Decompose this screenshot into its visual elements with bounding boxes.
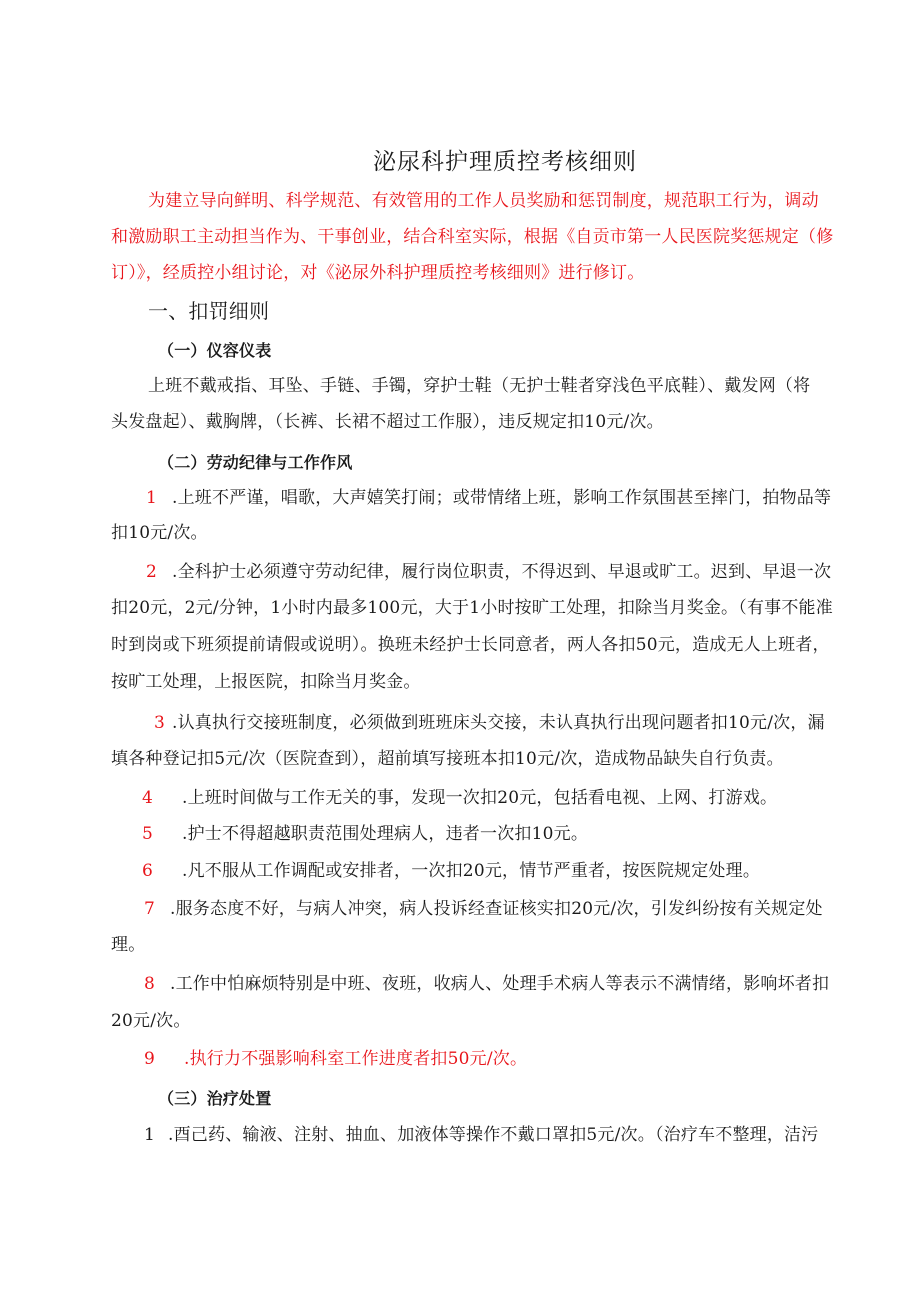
discipline-item-7-line-1: 7 .服务态度不好，与病人冲突，病人投诉经查证核实扣20元/次，引发纠纷按有关规定处 bbox=[144, 899, 823, 919]
appearance-line-1: 上班不戴戒指、耳坠、手链、手镯，穿护士鞋（无护士鞋者穿浅色平底鞋）、戴发网（将 bbox=[148, 376, 811, 396]
subsection-heading-treatment: （三）治疗处置 bbox=[158, 1089, 272, 1108]
treatment-item-1-line-1: 1 .酉己药、输液、注射、抽血、加液体等操作不戴口罩扣5元/次。（治疗车不整理，洁污 bbox=[144, 1125, 819, 1145]
discipline-item-2-line-4: 按旷工处理，上报医院，扣除当月奖金。 bbox=[111, 672, 421, 692]
item-number: 1 bbox=[144, 1125, 156, 1145]
item-number: 4 bbox=[142, 788, 154, 808]
discipline-item-7-line-2: 理。 bbox=[111, 935, 146, 955]
appearance-line-2: 头发盘起）、戴胸牌，（长裤、长裙不超过工作服），违反规定扣10元/次。 bbox=[111, 412, 664, 432]
item-number: 7 bbox=[144, 899, 156, 919]
item-number: 2 bbox=[146, 562, 158, 582]
discipline-item-2-line-3: 时到岗或下班须提前请假或说明）。换班未经护士长同意者，两人各扣50元，造成无人上班者， bbox=[111, 635, 830, 655]
discipline-item-3-line-1: 3 .认真执行交接班制度，必须做到班班床头交接，未认真执行出现问题者扣10元/次，漏 bbox=[154, 713, 825, 733]
item-number: 9 bbox=[144, 1049, 156, 1069]
intro-line-3: 订）》，经质控小组讨论，对《泌尿外科护理质控考核细则》进行修订。 bbox=[111, 263, 645, 283]
discipline-item-1-line-2: 扣10元/次。 bbox=[111, 523, 208, 543]
document-title: 泌尿科护理质控考核细则 bbox=[373, 149, 637, 175]
discipline-item-4: 4 .上班时间做与工作无关的事，发现一次扣20元，包括看电视、上网、打游戏。 bbox=[142, 788, 778, 808]
discipline-item-8-line-1: 8 .工作中怕麻烦特别是中班、夜班，收病人、处理手术病人等表示不满情绪，影响坏者扣 bbox=[144, 974, 830, 994]
item-number: 3 bbox=[154, 713, 166, 733]
item-number: 5 bbox=[142, 824, 154, 844]
item-number: 1 bbox=[146, 488, 158, 508]
discipline-item-9: 9 .执行力不强影响科室工作进度者扣50元/次。 bbox=[144, 1049, 528, 1069]
subsection-heading-discipline: （二）劳动纪律与工作作风 bbox=[158, 453, 353, 472]
discipline-item-3-line-2: 填各种登记扣5元/次（医院查到），超前填写接班本扣10元/次，造成物品缺失自行负责。 bbox=[111, 749, 784, 769]
discipline-item-6: 6 .凡不服从工作调配或安排者，一次扣20元，情节严重者，按医院规定处理。 bbox=[142, 861, 761, 881]
discipline-item-1-line-1: 1 .上班不严谨，唱歌，大声嬉笑打闹；或带情绪上班，影响工作氛围甚至摔门，拍物品等 bbox=[146, 488, 832, 508]
discipline-item-8-line-2: 20元/次。 bbox=[111, 1011, 191, 1031]
discipline-item-2-line-2: 扣20元，2元/分钟，1小时内最多100元，大于1小时按旷工处理，扣除当月奖金。（有事不能准 bbox=[111, 598, 833, 618]
section-heading: 一、扣罚细则 bbox=[148, 299, 270, 323]
item-number: 6 bbox=[142, 861, 154, 881]
intro-line-2: 和激励职工主动担当作为、干事创业，结合科室实际，根据《自贡市第一人民医院奖惩规定（修 bbox=[111, 227, 834, 247]
intro-line-1: 为建立导向鲜明、科学规范、有效管用的工作人员奖励和惩罚制度，规范职工行为，调动 bbox=[148, 191, 819, 211]
item-number: 8 bbox=[144, 974, 156, 994]
subsection-heading-appearance: （一）仪容仪表 bbox=[158, 341, 272, 360]
discipline-item-5: 5 .护士不得超越职责范围处理病人，违者一次扣10元。 bbox=[142, 824, 589, 844]
discipline-item-2-line-1: 2 .全科护士必须遵守劳动纪律，履行岗位职责，不得迟到、早退或旷工。迟到、早退一次 bbox=[146, 562, 832, 582]
